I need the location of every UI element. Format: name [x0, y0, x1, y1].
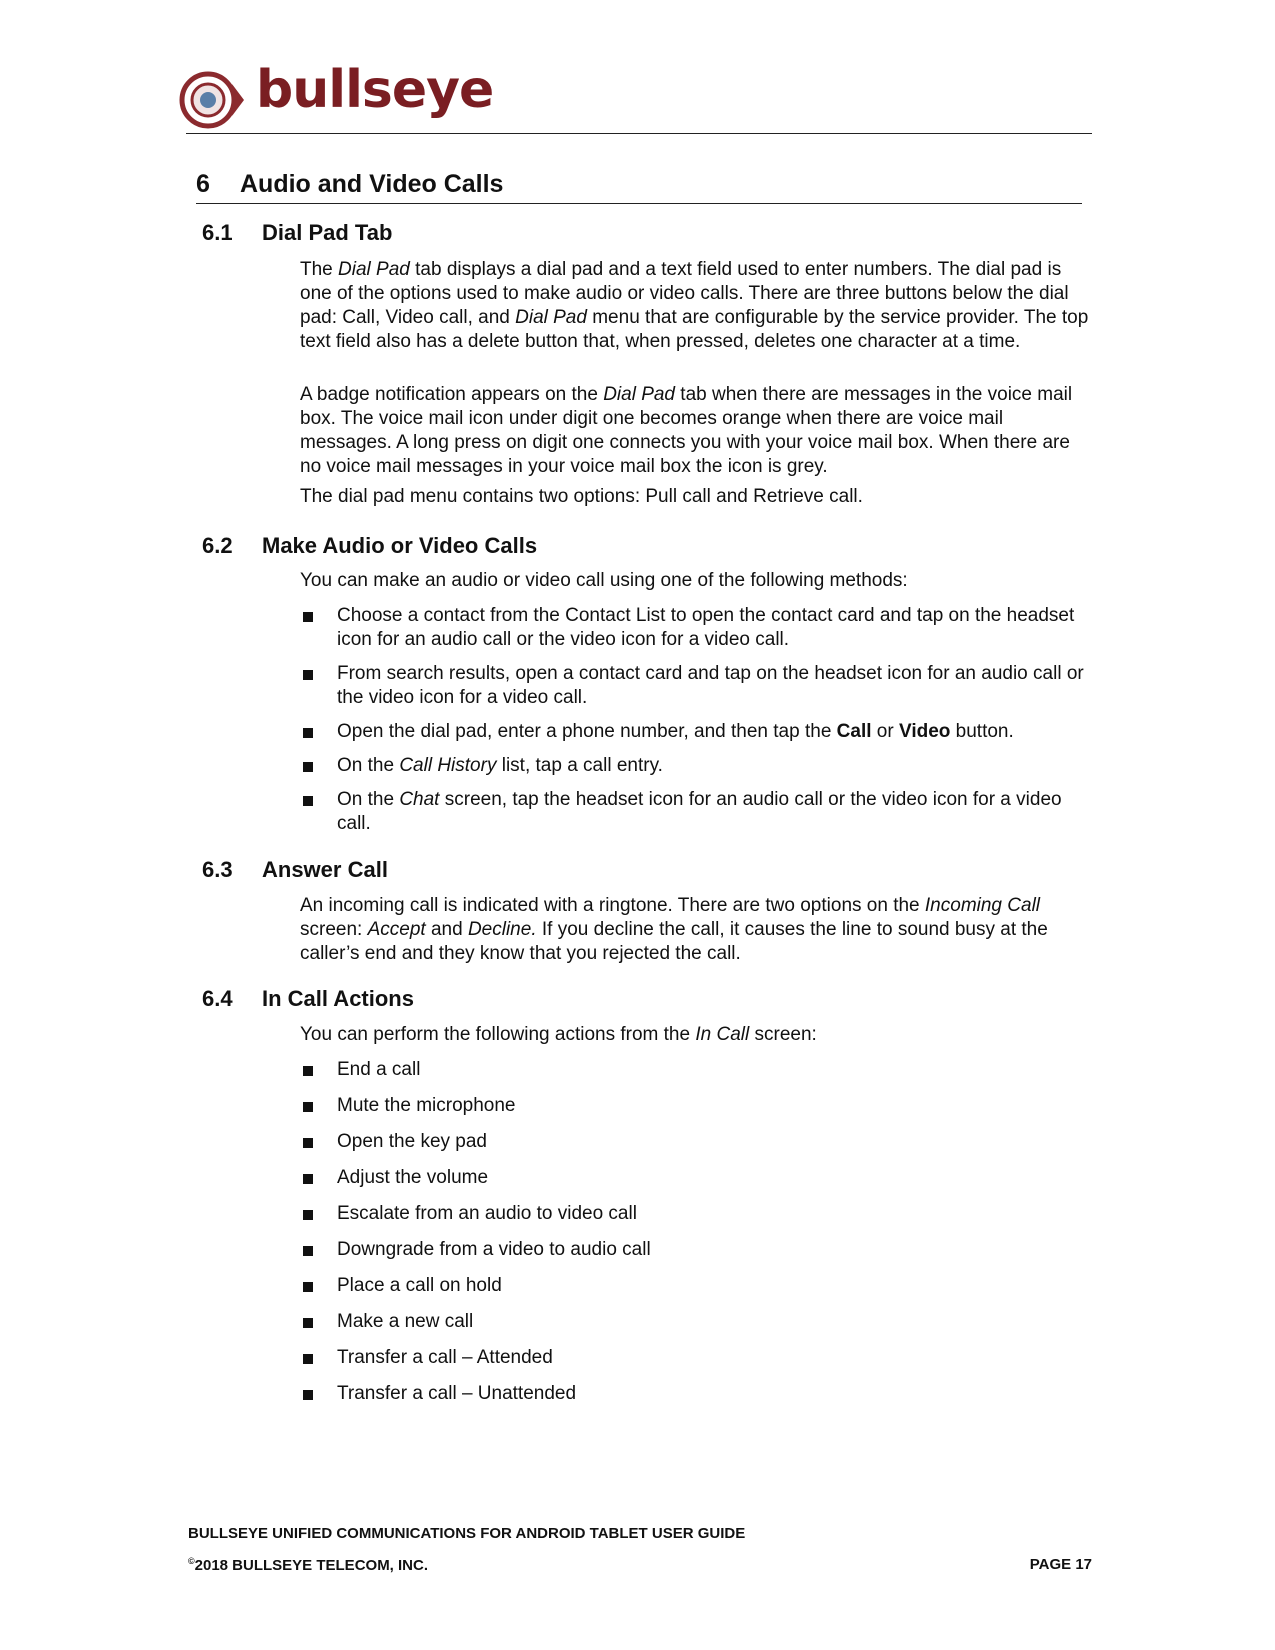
list-item: Transfer a call – Unattended — [300, 1382, 1095, 1406]
subsection-title: Make Audio or Video Calls — [262, 533, 538, 558]
make-call-methods-list — [300, 604, 1095, 836]
subsection-number: 6.4 — [202, 986, 233, 1011]
subsection-heading-6-4 — [202, 986, 414, 1012]
paragraph-make-call-intro: You can make an audio or video call using one of the following methods: — [300, 570, 908, 591]
in-call-actions-list — [300, 1058, 1095, 1406]
header-rule — [186, 133, 1092, 134]
subsection-heading-6-1 — [202, 220, 392, 246]
list-item: Escalate from an audio to video call — [300, 1202, 1095, 1226]
section-title: Audio and Video Calls — [240, 170, 504, 198]
page-number: PAGE 17 — [1029, 1556, 1092, 1573]
subsection-title: Answer Call — [262, 857, 388, 882]
bullseye-logo — [186, 60, 506, 134]
section-number: 6 — [196, 170, 210, 198]
subsection-title: In Call Actions — [262, 986, 414, 1011]
paragraph-dial-pad-intro: The Dial Pad tab displays a dial pad and a text field used to enter numbers. The dial pad is one of the options used to make audio or video calls. There are three buttons below the dial pad: Call, Video call, and Dial Pad menu that are configurable by the service provider. The top text field also has a delete button that, when pressed, deletes one character at a time. — [300, 259, 1089, 352]
subsection-number: 6.2 — [202, 533, 233, 558]
footer-title: BULLSEYE UNIFIED COMMUNICATIONS FOR ANDROID TABLET USER GUIDE — [188, 1525, 746, 1542]
list-item: Transfer a call – Attended — [300, 1346, 1095, 1370]
section-heading-6 — [196, 170, 1082, 204]
list-item: Downgrade from a video to audio call — [300, 1238, 1095, 1262]
paragraph-answer-call: An incoming call is indicated with a ringtone. There are two options on the Incoming Call screen: Accept and Decline. If you decline the call, it causes the line to sound busy at the caller’s end and they know that you rejected the call. — [300, 895, 1048, 964]
subsection-title: Dial Pad Tab — [262, 220, 393, 245]
footer-copyright: ©2018 BULLSEYE TELECOM, INC. — [188, 1556, 429, 1574]
list-item: On the Call History list, tap a call entry. — [300, 754, 1095, 778]
paragraph-dial-pad-menu: The dial pad menu contains two options: Pull call and Retrieve call. — [300, 486, 863, 507]
list-item: End a call — [300, 1058, 1095, 1082]
subsection-heading-6-2 — [202, 533, 537, 559]
list-item: Choose a contact from the Contact List to open the contact card and tap on the headset icon for an audio call or the video icon for a video call. — [300, 604, 1095, 652]
paragraph-in-call-intro: You can perform the following actions from the In Call screen: — [300, 1024, 817, 1045]
list-item: Mute the microphone — [300, 1094, 1095, 1118]
list-item: On the Chat screen, tap the headset icon for an audio call or the video icon for a video call. — [300, 788, 1095, 836]
list-item: From search results, open a contact card and tap on the headset icon for an audio call or the video icon for a video call. — [300, 662, 1095, 710]
subsection-number: 6.1 — [202, 220, 233, 245]
logo-wordmark: bullseye — [256, 60, 494, 120]
bullseye-target-icon — [178, 70, 248, 130]
subsection-heading-6-3 — [202, 857, 388, 883]
list-item: Open the key pad — [300, 1130, 1095, 1154]
paragraph-badge-notification: A badge notification appears on the Dial Pad tab when there are messages in the voice mail box. The voice mail icon under digit one becomes orange when there are voice mail messages. A long press on digit one connects you with your voice mail box. When there are no voice mail messages in your voice mail box the icon is grey. — [300, 384, 1073, 477]
subsection-number: 6.3 — [202, 857, 233, 882]
list-item: Adjust the volume — [300, 1166, 1095, 1190]
list-item: Place a call on hold — [300, 1274, 1095, 1298]
list-item: Make a new call — [300, 1310, 1095, 1334]
list-item: Open the dial pad, enter a phone number, and then tap the Call or Video button. — [300, 720, 1095, 744]
